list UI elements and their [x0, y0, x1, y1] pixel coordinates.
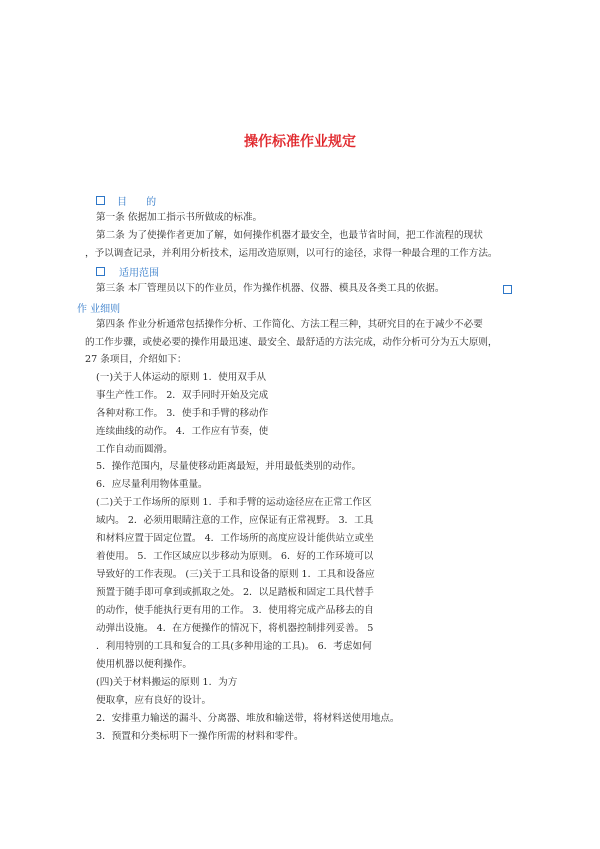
text-line: (一)关于人体运动的原则 1．使用双手从 [96, 372, 267, 383]
text-line: 2．安排重力输送的漏斗、分离器、堆放和输送带，将材料送使用地点。 [96, 713, 400, 724]
text-line: 和材料应置于固定位置。 4．工作场所的高度应设计能供站立或坐 [96, 533, 374, 544]
text-line: (四)关于材料搬运的原则 1．为方 [96, 677, 238, 688]
text-line: 第二条 为了使操作者更加了解，如何操作机器才最安全，也最节省时间，把工作流程的现状 [96, 230, 483, 241]
text-line: ，予以调查记录，并利用分析技术，运用改造原则，以可行的途径，求得一种最合理的工作方法。 [85, 248, 498, 259]
text-line: (二)关于工作场所的原则 1．手和手臂的运动途径应在正常工作区 [96, 497, 372, 508]
text-line: 预置于随手即可拿到或抓取之处。 2．以足踏板和固定工具代替手 [96, 587, 374, 598]
text-line: 动弹出设施。 4．在方便操作的情况下，将机器控制排列妥善。 5 [96, 623, 374, 634]
text-line: 连续曲线的动作。 4．工作应有节奏，使 [96, 426, 269, 437]
text-line: 便取拿，应有良好的设计。 [96, 695, 212, 706]
section-heading-purpose: 目 的 [117, 197, 157, 208]
text-line: 3．预置和分类标明下一操作所需的材料和零件。 [96, 731, 304, 742]
text-line: ．利用特别的工具和复合的工具(多种用途的工具)。 6．考虑如何 [96, 641, 372, 652]
text-line: 各种对称工作。 3．使手和手臂的移动作 [96, 408, 269, 419]
text-line: 6．应尽量利用物体重量。 [96, 479, 208, 490]
text-line: 域内。 2．必须用眼睛注意的工作，应保证有正常视野。 3．工具 [96, 515, 374, 526]
text-line: 着使用。 5．工作区域应以步移动为原则。 6．好的工作环境可以 [96, 551, 374, 562]
document-title: 操作标准作业规定 [244, 134, 356, 150]
text-line: 使用机器以便利操作。 [96, 659, 192, 670]
text-line: 第一条 依据加工指示书所做成的标准。 [96, 212, 263, 223]
section-heading-details: 作 业细则 [77, 304, 121, 315]
section-checkbox-icon [503, 285, 512, 294]
section-checkbox-icon [96, 267, 105, 276]
text-line: 的动作，使手能执行更有用的工作。 3．使用将完成产品移去的自 [96, 605, 374, 616]
text-line: 工作自动而圆滑。 [96, 444, 173, 455]
section-checkbox-icon [96, 196, 105, 205]
text-line: 27 条项目，介绍如下： [85, 354, 187, 365]
text-line: 第三条 本厂管理员以下的作业员，作为操作机器、仪器、模具及各类工具的依据。 [96, 283, 445, 294]
text-line: 第四条 作业分析通常包括操作分析、工作简化、方法工程三种，其研究目的在于减少不必要 [96, 319, 483, 330]
text-line: 5．操作范围内，尽量使移动距离最短，并用最低类别的动作。 [96, 461, 362, 472]
text-line: 的工作步骤，或使必要的操作用最迅速、最安全、最舒适的方法完成，动作分析可分为五大原则， [85, 337, 498, 348]
section-heading-scope: 适用范围 [119, 268, 159, 279]
text-line: 导致好的工作表现。 (三)关于工具和设备的原则 1．工具和设备应 [96, 569, 375, 580]
text-line: 事生产性工作。 2．双手同时开始及完成 [96, 390, 269, 401]
